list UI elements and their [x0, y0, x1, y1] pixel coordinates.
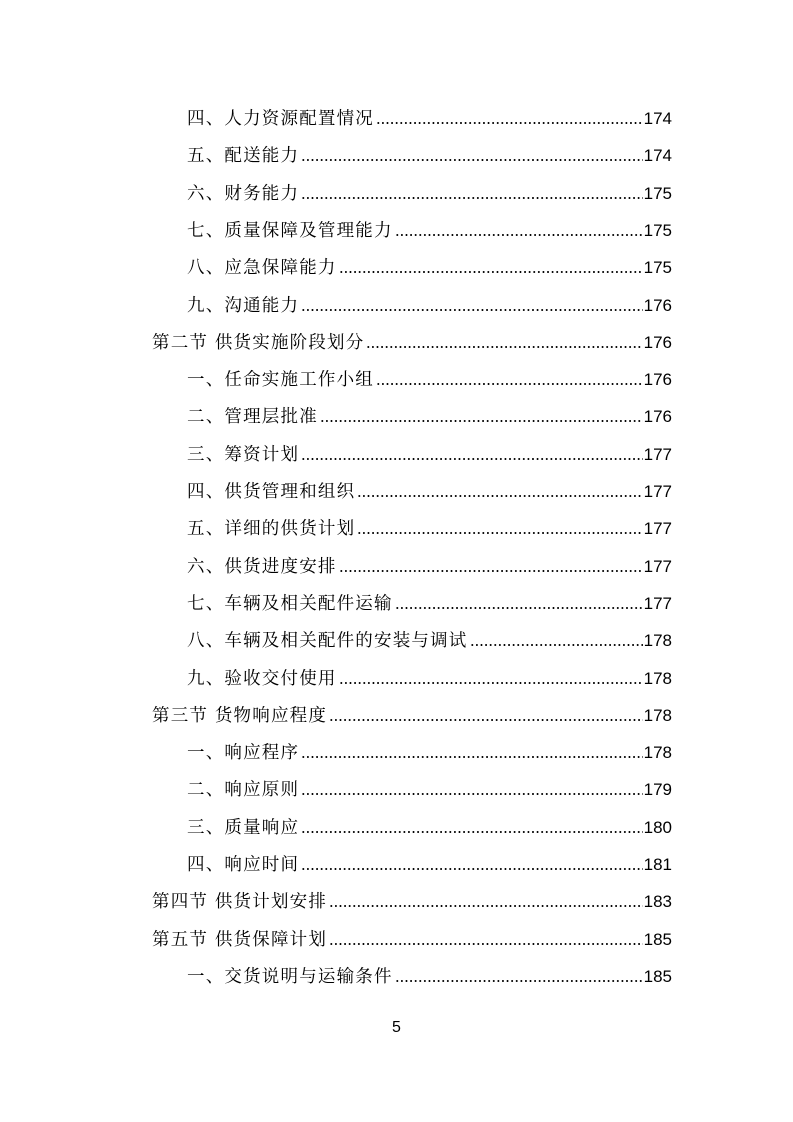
- toc-dot-leader: [470, 643, 643, 647]
- toc-entry[interactable]: [152, 697, 672, 727]
- toc-dot-leader: [339, 569, 643, 573]
- toc-entry-page: 178: [643, 705, 672, 725]
- toc-dot-leader: [329, 904, 643, 908]
- toc-dot-leader: [329, 942, 643, 946]
- toc-dot-leader: [339, 270, 643, 274]
- toc-entry-title: 三、质量响应: [187, 817, 300, 838]
- toc-entry-page: 185: [643, 966, 672, 986]
- toc-entry-title: 三、筹资计划: [187, 444, 300, 465]
- toc-entry-title: 一、交货说明与运输条件: [187, 966, 393, 987]
- toc-entry-page: 179: [643, 780, 672, 800]
- toc-entry-page: 178: [643, 743, 672, 763]
- toc-dot-leader: [301, 308, 642, 312]
- toc-entry-page: 176: [643, 407, 672, 427]
- toc-entry-title: 九、验收交付使用: [187, 668, 337, 689]
- toc-entry-title: 第五节 供货保障计划: [152, 929, 328, 950]
- toc-entry[interactable]: [187, 398, 672, 428]
- toc-dot-leader: [301, 792, 642, 796]
- toc-entry[interactable]: [187, 175, 672, 205]
- toc-dot-leader: [357, 531, 642, 535]
- toc-entry[interactable]: [187, 473, 672, 503]
- toc-entry-page: 177: [643, 556, 672, 576]
- toc-entry-title: 二、管理层批准: [187, 407, 318, 428]
- toc-entry-page: 185: [643, 929, 672, 949]
- toc-dot-leader: [366, 345, 642, 349]
- toc-dot-leader: [357, 494, 642, 498]
- toc-entry-page: 177: [643, 593, 672, 613]
- toc-dot-leader: [301, 830, 642, 834]
- toc-entry[interactable]: [187, 846, 672, 876]
- toc-entry[interactable]: [187, 958, 672, 988]
- toc-dot-leader: [395, 233, 643, 237]
- toc-entry-title: 第二节 供货实施阶段划分: [152, 332, 365, 353]
- toc-entry-page: 175: [643, 183, 672, 203]
- toc-entry[interactable]: [187, 249, 672, 279]
- toc-entry-page: 178: [643, 631, 672, 651]
- toc-entry-page: 175: [643, 220, 672, 240]
- toc-entry[interactable]: [187, 137, 672, 167]
- toc-entry-title: 二、响应原则: [187, 780, 300, 801]
- toc-entry-title: 九、沟通能力: [187, 295, 300, 316]
- toc-dot-leader: [301, 755, 642, 759]
- toc-entry-title: 六、供货进度安排: [187, 556, 337, 577]
- toc-entry-page: 178: [643, 668, 672, 688]
- toc-entry-title: 七、车辆及相关配件运输: [187, 593, 393, 614]
- toc-entry[interactable]: [152, 324, 672, 354]
- toc-entry[interactable]: [187, 510, 672, 540]
- page-number: 5: [392, 1019, 401, 1036]
- toc-dot-leader: [301, 196, 642, 200]
- toc-dot-leader: [395, 606, 643, 610]
- toc-entry-page: 177: [643, 519, 672, 539]
- toc-entry[interactable]: [187, 771, 672, 801]
- toc-dot-leader: [376, 382, 643, 386]
- toc-entry-page: 175: [643, 258, 672, 278]
- toc-entry-title: 四、响应时间: [187, 855, 300, 875]
- toc-entry-title: 六、财务能力: [187, 183, 300, 204]
- toc-entry-page: 181: [643, 855, 672, 874]
- toc-entry[interactable]: [187, 734, 672, 764]
- toc-entry-title: 八、应急保障能力: [187, 258, 337, 279]
- toc-entry-page: 174: [643, 109, 672, 128]
- toc-entry[interactable]: [152, 921, 672, 951]
- toc-dot-leader: [301, 867, 642, 871]
- toc-entry-page: 177: [643, 482, 672, 501]
- toc-entry-title: 七、质量保障及管理能力: [187, 220, 393, 241]
- toc-dot-leader: [339, 681, 643, 685]
- toc-entry-title: 一、任命实施工作小组: [187, 370, 374, 391]
- toc-dot-leader: [395, 979, 643, 983]
- toc-dot-leader: [329, 718, 643, 722]
- toc-dot-leader: [301, 457, 642, 461]
- toc-entry-title: 第三节 货物响应程度: [152, 705, 328, 726]
- toc-entry[interactable]: [187, 809, 672, 839]
- toc-entry-page: 177: [643, 444, 672, 464]
- toc-entry[interactable]: [187, 622, 672, 652]
- toc-entry-title: 五、配送能力: [187, 146, 300, 167]
- toc-dot-leader: [320, 419, 643, 423]
- toc-entry-title: 第四节 供货计划安排: [152, 892, 328, 913]
- toc-entry[interactable]: [187, 585, 672, 615]
- toc-entry-page: 183: [643, 892, 672, 912]
- toc-entry-title: 八、车辆及相关配件的安装与调试: [187, 631, 468, 652]
- toc-entry-title: 四、供货管理和组织: [187, 482, 356, 502]
- toc-entry[interactable]: [187, 287, 672, 317]
- toc-entry-title: 四、人力资源配置情况: [187, 109, 374, 129]
- toc-entry-title: 五、详细的供货计划: [187, 519, 356, 540]
- toc-entry[interactable]: [187, 548, 672, 578]
- toc-entry[interactable]: [187, 212, 672, 242]
- toc-entry-page: 180: [643, 817, 672, 837]
- toc-dot-leader: [376, 121, 643, 125]
- toc-entry[interactable]: [187, 660, 672, 690]
- toc-entry[interactable]: [187, 436, 672, 466]
- toc-entry-page: 174: [643, 146, 672, 166]
- toc-entry[interactable]: [187, 100, 672, 130]
- toc-entry-page: 176: [643, 332, 672, 352]
- toc-entry-page: 176: [643, 295, 672, 315]
- toc-dot-leader: [301, 158, 642, 162]
- toc-entry[interactable]: [187, 361, 672, 391]
- toc-entry[interactable]: [152, 883, 672, 913]
- toc-entry-title: 一、响应程序: [187, 743, 300, 764]
- toc-entry-page: 176: [643, 370, 672, 390]
